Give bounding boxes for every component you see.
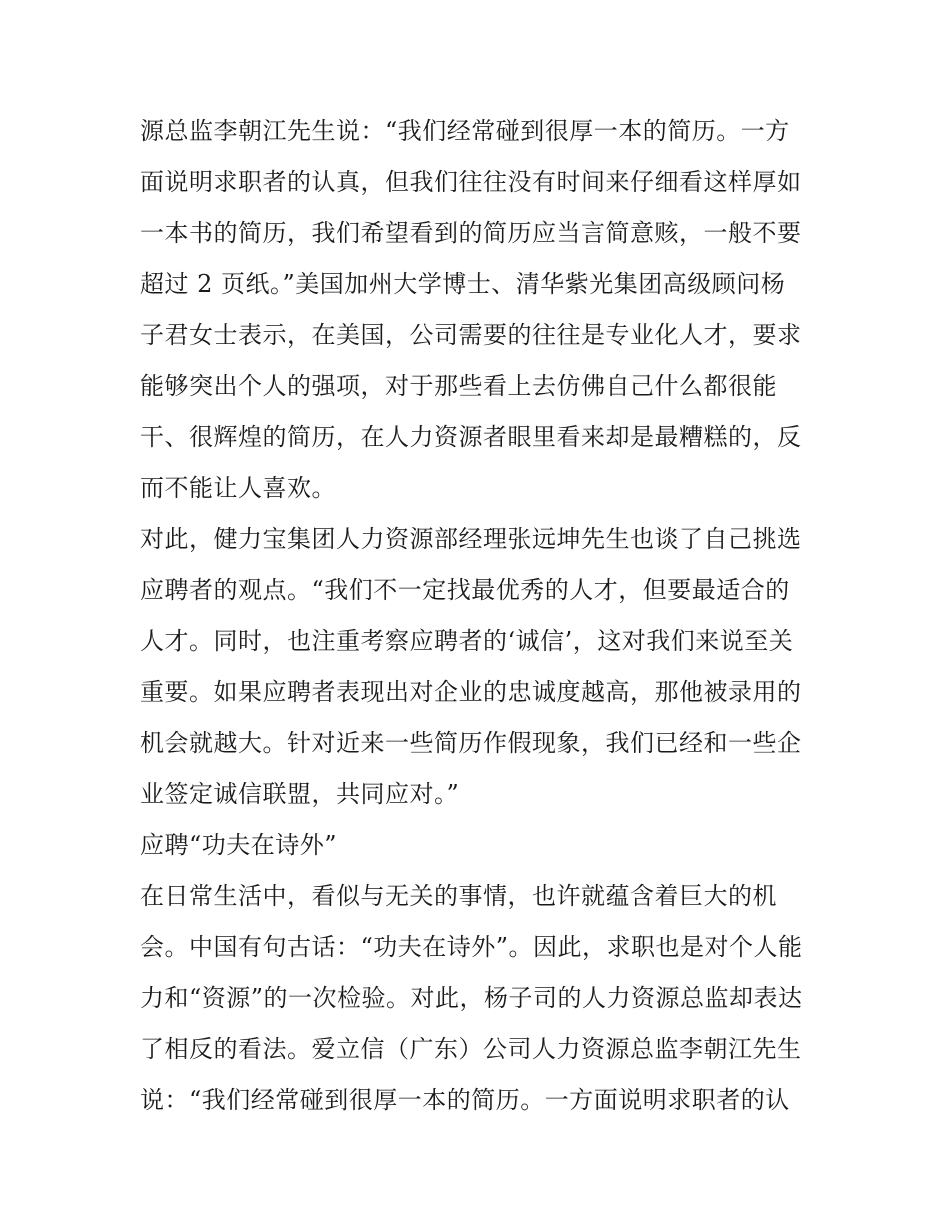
text-line: 人才。同时，也注重考察应聘者的‘诚信’，这对我们来说至关 [140, 627, 794, 655]
text-line: 业签定诚信联盟，共同应对。” [140, 780, 460, 808]
text-line: 重要。如果应聘者表现出对企业的忠诚度越高，那他被录用的 [140, 678, 802, 706]
text-line: 超过 2 页纸。”美国加州大学博士、清华紫光集团高级顾问杨 [140, 270, 786, 298]
text-line: 机会就越大。针对近来一些简历作假现象，我们已经和一些企 [140, 729, 802, 757]
text-line: 而不能让人喜欢。 [140, 474, 336, 502]
text-line: 干、很辉煌的简历，在人力资源者眼里看来却是最糟糕的，反 [140, 423, 802, 451]
text-line: 力和“资源”的一次检验。对此，杨子司的人力资源总监却表达 [140, 984, 803, 1012]
text-line: 源总监李朝江先生说：“我们经常碰到很厚一本的简历。一方 [140, 117, 790, 145]
text-line: 一本书的简历，我们希望看到的简历应当言简意赅，一般不要 [140, 219, 802, 247]
text-line: 子君女士表示，在美国，公司需要的往往是专业化人才，要求 [140, 321, 802, 349]
text-line: 了相反的看法。爱立信（广东）公司人力资源总监李朝江先生 [140, 1035, 802, 1063]
section-heading: 应聘“功夫在诗外” [140, 831, 338, 859]
text-line: 对此，健力宝集团人力资源部经理张远坤先生也谈了自己挑选 [140, 525, 802, 553]
text-line: 会。中国有句古话：“功夫在诗外”。因此，求职也是对个人能 [140, 933, 803, 961]
text-line: 能够突出个人的强项，对于那些看上去仿佛自己什么都很能 [140, 372, 777, 400]
text-line: 在日常生活中，看似与无关的事情，也许就蕴含着巨大的机 [140, 882, 777, 910]
text-line: 说：“我们经常碰到很厚一本的简历。一方面说明求职者的认 [140, 1086, 790, 1114]
text-line: 面说明求职者的认真，但我们往往没有时间来仔细看这样厚如 [140, 168, 802, 196]
text-line: 应聘者的观点。“我们不一定找最优秀的人才，但要最适合的 [140, 576, 790, 604]
document-body [140, 106, 812, 1126]
